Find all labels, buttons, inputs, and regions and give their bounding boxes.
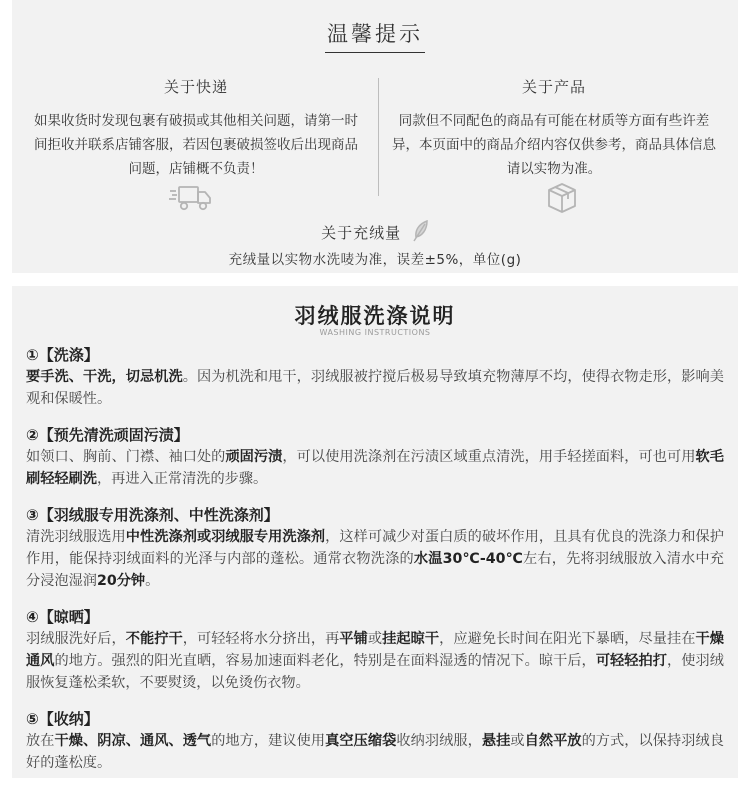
delivery-heading: 关于快递 (163, 78, 228, 96)
section-body (26, 366, 724, 410)
section-detergent (26, 504, 724, 592)
section-heading: ②【预先清洗顽固污渍】 (26, 426, 189, 444)
section-heading: ①【洗涤】 (26, 346, 99, 364)
body-text: 如领口、胸前、门襟、袖口处的 (26, 449, 226, 465)
washing-subtitle: WASHING INSTRUCTIONS (319, 328, 431, 337)
product-heading: 关于产品 (521, 78, 586, 96)
emphasis-text: 挂起晾干 (382, 631, 440, 647)
body-text: 或 (367, 631, 383, 647)
body-text: 清洗羽绒服选用 (26, 529, 126, 545)
product-info (382, 76, 726, 181)
tips-title: 温馨提示 (12, 18, 738, 48)
emphasis-text: 要手洗、干洗，切忌机洗 (26, 369, 183, 385)
emphasis-text: 水温30℃-40℃ (413, 551, 524, 567)
body-text: 或 (510, 733, 525, 749)
column-divider (378, 78, 379, 196)
body-text: ，这样可减少对蛋白质的破坏作用，且具有优良的洗涤力和保护作用，能保持羽绒面料的光泽与内部的蓬松。通常衣物洗涤的 (26, 529, 724, 567)
feather-icon (413, 220, 429, 246)
washing-sections (26, 344, 724, 788)
emphasis-text: 20分钟 (96, 573, 146, 589)
section-drying (26, 606, 724, 694)
section-body (26, 446, 724, 490)
delivery-truck-icon (169, 184, 213, 216)
body-text: 的地方，建议使用 (211, 733, 326, 749)
section-washing (26, 344, 724, 410)
emphasis-text: 干燥、阴凉、通风、透气 (54, 733, 212, 749)
filling-text: 充绒量以实物水洗唛为准，误差±5%，单位(g) (228, 252, 522, 268)
emphasis-text: 悬挂 (481, 733, 511, 749)
section-body (26, 628, 724, 694)
emphasis-text: 干燥通风 (26, 631, 724, 669)
section-body (26, 730, 724, 774)
section-heading: ③【羽绒服专用洗涤剂、中性洗涤剂】 (26, 506, 279, 524)
body-text: 收纳羽绒服， (396, 733, 482, 749)
washing-panel (12, 286, 738, 778)
body-text: 放在 (26, 733, 55, 749)
body-text: 羽绒服洗好后， (26, 631, 126, 647)
section-stain-pretreat (26, 424, 724, 490)
section-body (26, 526, 724, 592)
body-text: ，使羽绒服恢复蓬松柔软，不要熨烫，以免烫伤衣物。 (26, 653, 724, 691)
body-text: 。因为机洗和甩干，羽绒服被拧搅后极易导致填充物薄厚不均，使得衣物走形，影响美观和保暖性。 (26, 369, 724, 407)
washing-title: 羽绒服洗涤说明 (294, 304, 456, 328)
body-text: 左右，先将羽绒服放入清水中充分浸泡湿润 (26, 551, 724, 589)
tips-panel (12, 0, 738, 273)
section-heading: ④【晾晒】 (26, 608, 99, 626)
emphasis-text: 不能拧干 (125, 631, 183, 647)
filling-heading: 关于充绒量 (321, 224, 402, 242)
package-box-icon (547, 182, 577, 218)
emphasis-text: 可轻轻拍打 (595, 653, 668, 669)
delivery-text: 如果收货时发现包裹有破损或其他相关问题，请第一时间拒收并联系店铺客服，若因包裹破损签收后出现商品问题，店铺概不负责！ (34, 113, 358, 177)
emphasis-text: 平铺 (339, 631, 368, 647)
body-text: ，可以使用洗涤剂在污渍区域重点清洗，用手轻搓面料，可也可用 (282, 449, 696, 465)
emphasis-text: 软毛刷轻轻刷洗 (26, 449, 724, 487)
section-storage (26, 708, 724, 774)
emphasis-text: 自然平放 (524, 733, 582, 749)
emphasis-text: 中性洗涤剂或羽绒服专用洗涤剂 (125, 529, 326, 545)
section-heading: ⑤【收纳】 (26, 710, 99, 728)
emphasis-text: 真空压缩袋 (325, 733, 397, 749)
body-text: 。 (145, 573, 160, 589)
body-text: 的地方。强烈的阳光直晒，容易加速面料老化，特别是在面料湿透的情况下。晾干后， (54, 653, 596, 669)
delivery-info (24, 76, 368, 181)
filling-heading-row (12, 220, 738, 246)
body-text: 的方式，以保持羽绒良好的蓬松度。 (26, 733, 724, 771)
product-text: 同款但不同配色的商品有可能在材质等方面有些许差异，本页面中的商品介绍内容仅供参考，商品具体信息请以实物为准。 (392, 113, 716, 177)
emphasis-text: 顽固污渍 (225, 449, 283, 465)
body-text: ，可轻轻将水分挤出，再 (182, 631, 340, 647)
body-text: ，再进入正常清洗的步骤。 (96, 471, 268, 487)
body-text: ，应避免长时间在阳光下暴晒，尽量挂在 (439, 631, 696, 647)
